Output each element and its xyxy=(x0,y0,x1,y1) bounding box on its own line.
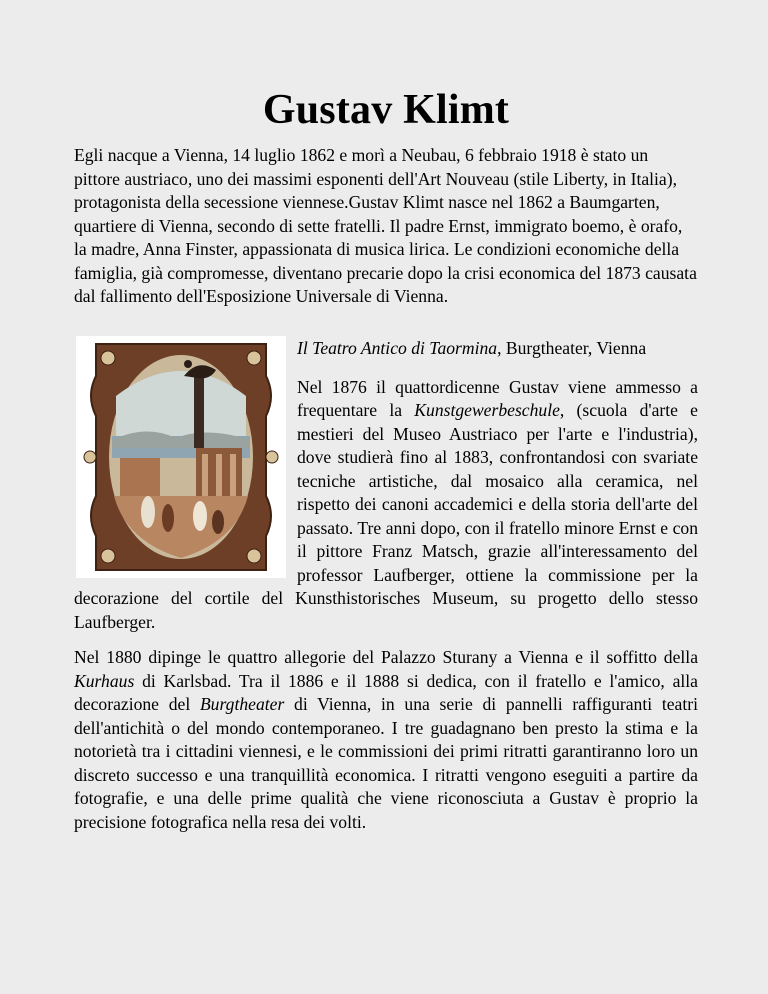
caption-rest: , Burgtheater, Vienna xyxy=(497,337,647,358)
paragraph-2-emphasis-2: Burgtheater xyxy=(199,694,285,714)
painting-illustration xyxy=(76,336,286,578)
paragraph-2-text-a: Nel 1880 dipinge le quattro allegorie del Palazzo Sturany a Vienna e il soffitto della xyxy=(74,647,698,667)
paragraph-1-text-b: , (scuola d'arte e mestieri del Museo Austriaco per l'arte e l'industria), dove studierà fino al 1883, confrontandosi con svariate tecniche artistiche, dal mosaico alla ceramica, nel rispetto dei canoni accademici e della storia dell'arte del passato. Tre anni dopo, con il fratello minore Ernst e con il pittore Franz Matsch, grazie all'interessamento del professor Laufberger, ottiene la commissione per la decorazione del cortile del Kunsthistorisches Museum, su progetto dello stesso Laufberger. xyxy=(74,400,698,632)
paragraph-1-emphasis: Kunstgewerbeschule xyxy=(414,400,560,420)
page-title: Gustav Klimt xyxy=(262,87,510,133)
caption-title: Il Teatro Antico di Taormina xyxy=(297,337,498,358)
article-section xyxy=(74,336,698,635)
paragraph-2 xyxy=(74,646,698,834)
paragraph-2-text-b: di Karlsbad. Tra il 1886 e il 1888 si dedica, con il fratello e l'amico, alla decorazione del xyxy=(74,670,698,714)
paragraph-2-text-c: di Vienna, in una serie di pannelli raffiguranti teatri dell'antichità o del mondo contemporaneo. I tre guadagnano ben presto la stima e la notorietà tra i cittadini viennesi, e le commissioni dei primi ritratti garantiranno loro un discreto successo e una tranquillità economica. I ritratti vengono eseguiti a partire da fotografie, e una delle prime qualità che viene riconosciuta a Gustav è proprio la precisione fotografica nella resa dei volti. xyxy=(74,694,698,832)
painting-image xyxy=(76,336,286,578)
paragraph-1-text-a: Nel 1876 il quattordicenne Gustav viene ammesso a frequentare la xyxy=(297,376,698,420)
intro-paragraph: Egli nacque a Vienna, 14 luglio 1862 e morì a Neubau, 6 febbraio 1918 è stato un pittore austriaco, uno dei massimi esponenti dell'Art Nouveau (stile Liberty, in Italia), protagonista della secessione viennese.Gustav Klimt nasce nel 1862 a Baumgarten, quartiere di Vienna, secondo di sette fratelli. Il padre Ernst, immigrato boemo, è orafo, la madre, Anna Finster, appassionata di musica lirica. Le condizioni economiche della famiglia, già compromesse, diventano precarie dopo la crisi economica del 1873 causata dal fallimento dell'Esposizione Universale di Vienna. xyxy=(74,145,697,306)
paragraph-2-emphasis-1: Kurhaus xyxy=(74,670,135,691)
